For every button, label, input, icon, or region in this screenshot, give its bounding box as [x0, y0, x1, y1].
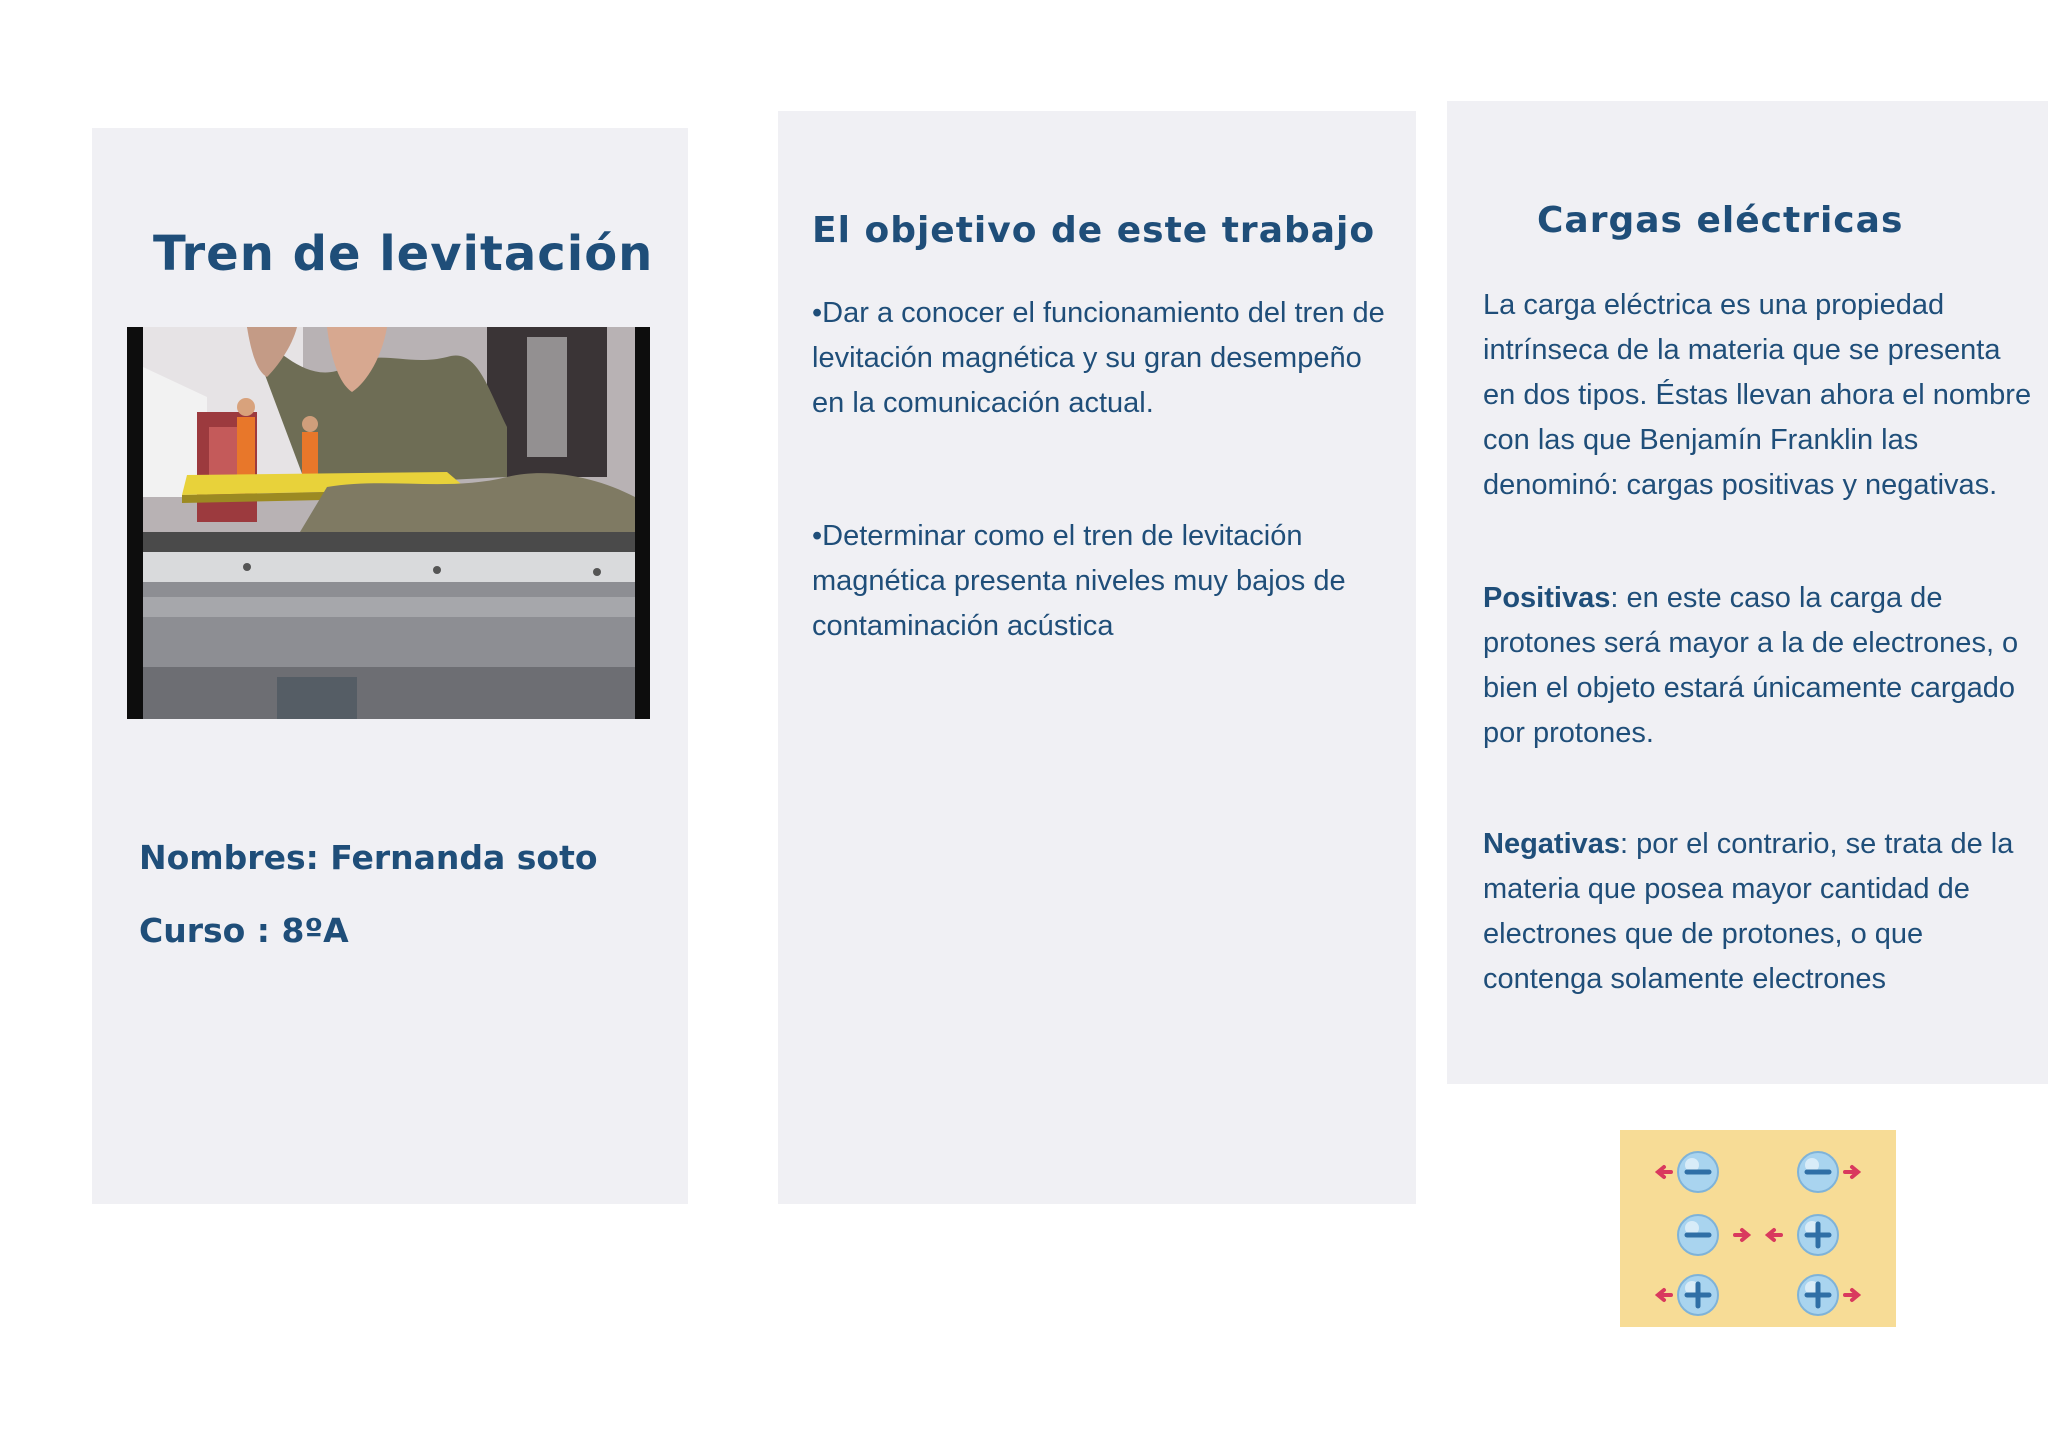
course [139, 911, 349, 950]
negative-label: Negativas [1483, 828, 1621, 860]
negative-charge-icon [1798, 1152, 1838, 1192]
charge-interaction-figure [1620, 1130, 1896, 1327]
charges-intro: La carga eléctrica es una propiedad intrínseca de la materia que se presenta en dos tipos. Éstas llevan ahora el nombre con las que Benjamín Franklin las denominó: cargas positivas y negativas. [1483, 289, 2032, 501]
negative-text: : por el contrario, se trata de la materia que posea mayor cantidad de electrones que de protones, o que contenga solamente electrones [1483, 828, 2014, 995]
names-label: Nombres: [139, 838, 319, 877]
positive-charge-icon [1798, 1275, 1838, 1315]
positive-label: Positivas [1483, 582, 1611, 614]
negative-charge-icon [1678, 1152, 1718, 1192]
objective-bullet-1: •Dar a conocer el funcionamiento del tren de levitación magnética y su gran desempeño en la comunicación actual. [812, 297, 1385, 419]
positive-text: : en este caso la carga de protones será mayor a la de electrones, o bien el objeto estará únicamente cargado por protones. [1483, 582, 2019, 749]
positive-charge-icon [1798, 1215, 1838, 1255]
objective-bullet-2: •Determinar como el tren de levitación magnética presenta niveles muy bajos de contaminación acústica [812, 520, 1346, 642]
negative-charge-icon [1678, 1215, 1718, 1255]
charges-title: Cargas eléctricas [1537, 200, 1904, 241]
maglev-train-photo [127, 327, 650, 719]
negative-charges-paragraph [1483, 822, 2028, 1002]
objective-title: El objetivo de este trabajo [812, 210, 1376, 251]
student-names [139, 838, 598, 877]
names-value: Fernanda soto [330, 838, 598, 877]
course-value: 8ºA [281, 911, 349, 950]
course-label: Curso : [139, 911, 270, 950]
positive-charge-icon [1678, 1275, 1718, 1315]
objective-panel [778, 111, 1416, 1204]
positive-charges-paragraph [1483, 576, 2033, 756]
main-title: Tren de levitación [153, 226, 654, 282]
